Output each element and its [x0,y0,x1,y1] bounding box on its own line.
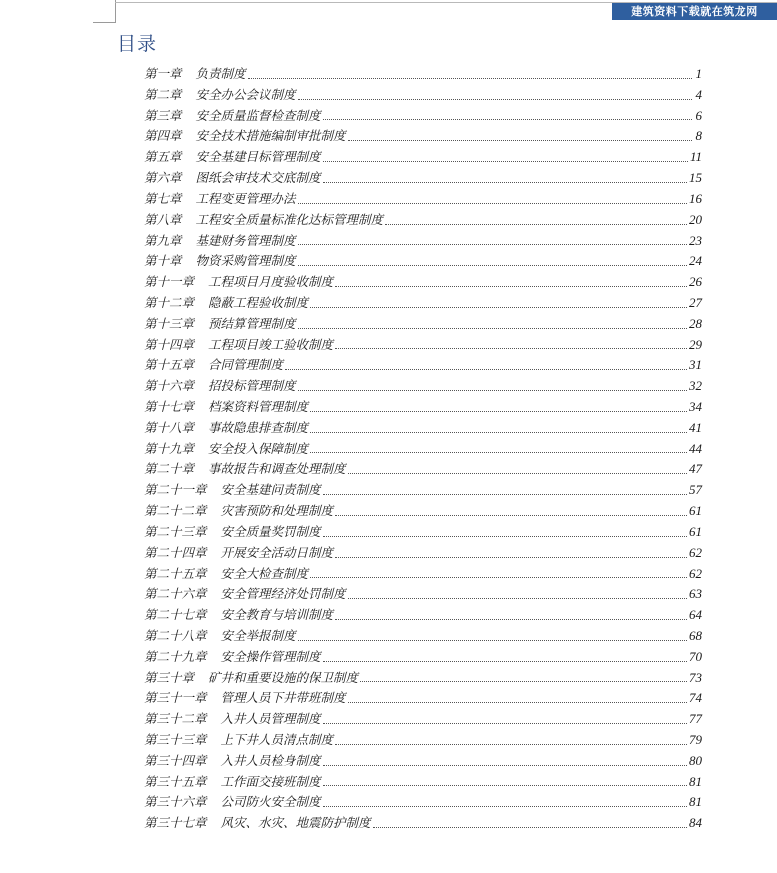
toc-entry-dot-leader [298,314,687,329]
toc-entry[interactable] [144,210,702,231]
toc-entry-chapter-number: 第一章 [144,66,182,81]
toc-entry-page-number: 34 [689,399,702,414]
toc-entry-chapter-number: 第五章 [144,149,182,165]
toc-entry-chapter-number: 第八章 [144,211,182,227]
toc-entry-chapter-number: 第四章 [144,128,182,144]
toc-entry-chapter-number: 第六章 [144,170,182,186]
toc-entry-page-number: 57 [689,482,702,498]
toc-entry-page-number: 32 [689,378,702,394]
toc-entry-title: 图纸会审技术交底制度 [195,170,321,186]
toc-entry-dot-leader [323,772,687,787]
toc-entry-title: 工程变更管理办法 [195,190,296,206]
toc-entry-title: 管理人员下井带班制度 [220,690,346,706]
toc-entry[interactable] [144,751,702,772]
toc-entry[interactable] [144,168,702,189]
toc-entry-dot-leader [335,543,687,558]
toc-entry[interactable] [144,106,702,127]
toc-entry-title: 工程安全质量标准化达标管理制度 [195,211,384,227]
toc-entry-page-number: 11 [689,149,702,165]
toc-entry-title: 灾害预防和处理制度 [220,503,334,519]
toc-entry[interactable] [144,709,702,730]
toc-entry-dot-leader [373,813,687,828]
toc-entry-page-number: 70 [689,648,702,664]
toc-entry-page-number: 8 [695,128,702,144]
toc-entry-title: 事故报告和调查处理制度 [208,461,346,477]
toc-entry-title: 安全管理经济处罚制度 [220,586,346,602]
toc-entry-page-number: 1 [695,66,702,81]
toc-entry-chapter-number: 第三十七章 [144,815,207,831]
toc-entry-title: 基建财务管理制度 [195,232,296,248]
toc-entry-page-number: 77 [689,711,702,727]
toc-entry[interactable] [144,231,702,252]
toc-entry-title: 安全举报制度 [220,627,296,643]
toc-entry-chapter-number: 第十一章 [144,274,195,290]
toc-entry-title: 工作面交接班制度 [220,773,321,789]
toc-entry-chapter-number: 第十九章 [144,440,195,456]
toc-entry[interactable] [144,522,702,543]
toc-entry-dot-leader [335,501,687,516]
toc-entry-chapter-number: 第七章 [144,190,182,206]
toc-entry-title: 安全质量奖罚制度 [220,523,321,539]
toc-entry-dot-leader [348,584,687,599]
toc-entry-title: 安全基建目标管理制度 [195,149,321,165]
toc-entry[interactable] [144,813,702,834]
toc-entry-title: 安全大检查制度 [220,565,309,581]
toc-entry-page-number: 47 [689,461,702,477]
toc-entry[interactable] [144,314,702,335]
toc-entry-page-number: 16 [689,190,702,206]
toc-entry-chapter-number: 第十章 [144,253,182,269]
toc-entry-chapter-number: 第三十六章 [144,794,207,810]
toc-entry[interactable] [144,501,702,522]
toc-entry-dot-leader [323,792,687,807]
toc-entry-page-number: 61 [689,503,702,519]
toc-entry[interactable] [144,626,702,647]
toc-entry-page-number: 31 [689,357,702,373]
toc-entry-dot-leader [323,147,688,162]
toc-entry-title: 物资采购管理制度 [195,253,296,269]
toc-entry-dot-leader [335,335,687,350]
toc-entry[interactable] [144,459,702,480]
toc-entry[interactable] [144,126,702,147]
toc-entry-title: 档案资料管理制度 [208,399,309,414]
toc-entry-page-number: 63 [689,586,702,602]
site-banner[interactable]: 建筑资料下载就在筑龙网 [612,3,777,20]
toc-entry-chapter-number: 第三十章 [144,669,195,685]
toc-entry-page-number: 6 [695,107,702,123]
toc-entry-page-number: 44 [689,440,702,456]
toc-entry-dot-leader [310,418,687,433]
toc-entry-dot-leader [335,605,687,620]
toc-entry[interactable] [144,85,702,106]
toc-entry-page-number: 79 [689,732,702,747]
toc-entry[interactable] [144,647,702,668]
toc-entry-chapter-number: 第二十六章 [144,586,207,602]
toc-entry-title: 入井人员检身制度 [220,752,321,768]
toc-entry-title: 入井人员管理制度 [220,711,321,727]
toc-entry[interactable] [144,792,702,813]
toc-entry-title: 工程项目月度验收制度 [208,274,334,290]
toc-entry-title: 安全投入保障制度 [208,440,309,456]
toc-entry[interactable] [144,355,702,376]
toc-entry-dot-leader [298,376,687,391]
toc-entry-dot-leader [323,480,687,495]
toc-entry-dot-leader [298,231,687,246]
toc-entry-page-number: 64 [689,607,702,623]
toc-entry[interactable] [144,480,702,501]
toc-entry-page-number: 23 [689,232,702,248]
toc-entry-dot-leader [310,439,687,454]
toc-entry-chapter-number: 第十六章 [144,378,195,394]
toc-entry-chapter-number: 第十五章 [144,357,195,373]
toc-entry-title: 安全质量监督检查制度 [195,107,321,123]
toc-entry-title: 负责制度 [195,66,246,81]
toc-entry-chapter-number: 第三十四章 [144,752,207,768]
toc-entry-page-number: 15 [689,170,702,186]
toc-title: 目录 [117,33,158,55]
toc-entry-chapter-number: 第二十三章 [144,523,207,539]
toc-entry-dot-leader [310,397,687,412]
toc-entry-page-number: 81 [689,773,702,789]
toc-entry-dot-leader [323,647,687,662]
toc-entry-page-number: 74 [689,690,702,706]
toc-entry[interactable] [144,189,702,210]
toc-entry-title: 安全技术措施编制审批制度 [195,128,346,144]
toc-entry[interactable] [144,584,702,605]
toc-entry-chapter-number: 第十七章 [144,399,195,414]
toc-entry-dot-leader [348,688,687,703]
toc-entry[interactable] [144,564,702,585]
toc-entry[interactable] [144,439,702,460]
toc-entry-dot-leader [298,251,687,266]
toc-entry-dot-leader [248,64,692,79]
toc-entry-chapter-number: 第二十四章 [144,544,207,560]
toc-entry-dot-leader [385,210,687,225]
toc-entry[interactable] [144,605,702,626]
toc-entry[interactable] [144,543,702,564]
toc-entry-dot-leader [298,85,692,100]
toc-entry-title: 工程项目竣工验收制度 [208,336,334,352]
toc-entry-page-number: 81 [689,794,702,810]
toc-entry-dot-leader [323,709,687,724]
toc-entry-chapter-number: 第三十一章 [144,690,207,706]
toc-entry-title: 招投标管理制度 [208,378,296,394]
toc-entry-title: 公司防火安全制度 [220,794,321,810]
toc-entry[interactable] [144,251,702,272]
toc-entry-dot-leader [360,668,687,683]
toc-entry[interactable] [144,64,702,85]
toc-entry-dot-leader [285,355,687,370]
toc-entry-page-number: 20 [689,211,702,227]
toc-entry-chapter-number: 第九章 [144,232,182,248]
toc-entry-chapter-number: 第十二章 [144,294,195,310]
toc-entry-page-number: 61 [689,523,702,539]
toc-entry-chapter-number: 第二十七章 [144,607,207,623]
toc-entry-chapter-number: 第三十三章 [144,732,207,747]
toc-entry-chapter-number: 第二章 [144,86,182,102]
toc-entry-dot-leader [323,751,687,766]
toc-entry-page-number: 68 [689,627,702,643]
toc-entry-chapter-number: 第三十五章 [144,773,207,789]
toc-entry-chapter-number: 第十三章 [144,315,195,331]
toc-entry[interactable] [144,272,702,293]
toc-entry[interactable] [144,376,702,397]
toc-entry-chapter-number: 第二十章 [144,461,195,477]
page-corner-mark [93,0,116,23]
toc-entry[interactable] [144,668,702,689]
toc-entry-dot-leader [335,730,687,745]
toc-entry-page-number: 26 [689,274,702,290]
toc-entry-page-number: 84 [689,815,702,831]
toc-entry[interactable] [144,730,702,751]
toc-entry-page-number: 62 [689,544,702,560]
toc-entry-chapter-number: 第十八章 [144,419,195,435]
toc-entry-title: 矿井和重要设施的保卫制度 [208,669,359,685]
toc-entry-chapter-number: 第二十五章 [144,565,207,581]
toc-entry-title: 安全办公会议制度 [195,86,296,102]
toc-entry-dot-leader [298,626,687,641]
toc-entry-page-number: 4 [695,86,702,102]
toc-entry-title: 上下井人员清点制度 [220,732,334,747]
toc-entry-title: 事故隐患排查制度 [208,419,309,435]
toc-entry-chapter-number: 第二十九章 [144,648,207,664]
toc-entry-dot-leader [310,564,687,579]
toc-entry-page-number: 29 [689,336,702,352]
toc-entry-title: 隐蔽工程验收制度 [208,294,309,310]
toc-entry-dot-leader [310,293,687,308]
toc-entry-chapter-number: 第十四章 [144,336,195,352]
toc-entry-chapter-number: 第三章 [144,107,182,123]
toc-entry-title: 安全基建问责制度 [220,482,321,498]
toc-entry-dot-leader [335,272,687,287]
toc-entry-dot-leader [298,189,687,204]
toc-entry[interactable] [144,147,702,168]
toc-entry-page-number: 62 [689,565,702,581]
toc-entry-dot-leader [348,126,692,141]
toc-entry-title: 开展安全活动日制度 [220,544,334,560]
toc-entry[interactable] [144,772,702,793]
toc-entry-page-number: 27 [689,294,702,310]
toc-entry-dot-leader [323,168,687,183]
toc-entry-chapter-number: 第二十八章 [144,627,207,643]
toc-entry-dot-leader [323,522,687,537]
toc-entry[interactable] [144,335,702,356]
toc-entry-chapter-number: 第三十二章 [144,711,207,727]
toc-entry[interactable] [144,418,702,439]
toc-entry-page-number: 41 [689,419,702,435]
toc-entry-page-number: 80 [689,752,702,768]
toc-entry-title: 预结算管理制度 [208,315,296,331]
table-of-contents [144,64,702,834]
toc-entry-dot-leader [323,106,692,121]
toc-entry-title: 风灾、水灾、地震防护制度 [220,815,371,831]
toc-entry[interactable] [144,397,702,418]
toc-entry-title: 安全教育与培训制度 [220,607,334,623]
toc-entry[interactable] [144,293,702,314]
toc-entry-page-number: 73 [689,669,702,685]
toc-entry-title: 安全操作管理制度 [220,648,321,664]
toc-entry-chapter-number: 第二十一章 [144,482,207,498]
toc-entry[interactable] [144,688,702,709]
toc-entry-page-number: 28 [689,315,702,331]
toc-entry-chapter-number: 第二十二章 [144,503,207,519]
toc-entry-page-number: 24 [689,253,702,269]
toc-entry-title: 合同管理制度 [208,357,284,373]
toc-entry-dot-leader [348,459,687,474]
